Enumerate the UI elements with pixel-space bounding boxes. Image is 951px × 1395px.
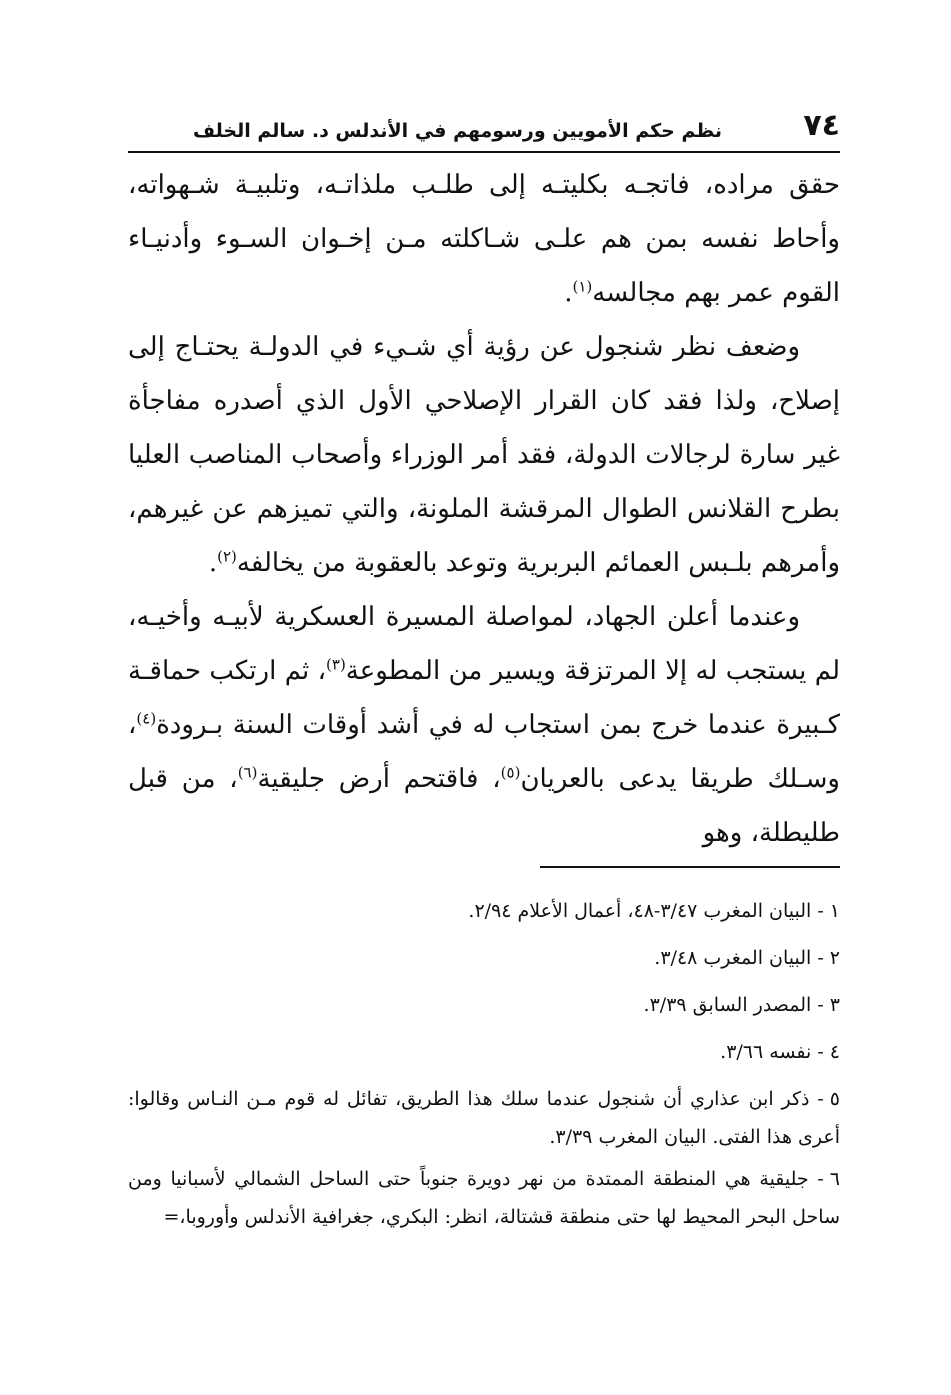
page-number: ٧٤ bbox=[803, 108, 840, 143]
footnote-ref-4: (٤) bbox=[136, 709, 157, 728]
footnote-ref-2: (٢) bbox=[217, 547, 237, 566]
paragraph-1-end: . bbox=[564, 278, 573, 308]
header-divider bbox=[128, 151, 840, 153]
footnote-number: ٣ bbox=[829, 994, 840, 1016]
footnote-text: - البيان المغرب ٣/٤٧-٤٨، أعمال الأعلام ٢/٩٤. bbox=[468, 900, 824, 922]
footnote-ref-6: (٦) bbox=[237, 763, 258, 782]
footnote-number: ٦ bbox=[829, 1168, 841, 1190]
footnote-divider bbox=[540, 866, 840, 868]
footnote-text: - نفسه ٣/٦٦. bbox=[720, 1041, 824, 1063]
paragraph-1 bbox=[128, 158, 840, 320]
footnote-6 bbox=[128, 1160, 840, 1236]
paragraph-3-part-4: ، فاقتحم أرض جليقية bbox=[257, 764, 501, 794]
footnote-text: - جليقية هي المنطقة الممتدة من نهر دويرة جنوباً حتى الساحل الشمالي لأسبانيا ومن ساحل البحر المحيط لها حتى منطقة قشتالة، انظر: البكري، جغرافية الأندلس وأوروبا،= bbox=[128, 1168, 840, 1228]
paragraph-3 bbox=[128, 590, 840, 860]
footnote-ref-3: (٣) bbox=[326, 655, 346, 674]
footnote-4 bbox=[128, 1029, 840, 1076]
page-header bbox=[128, 106, 840, 152]
paragraph-3-part-3: ، وسـلك طريقا يدعى بالعريان bbox=[128, 710, 840, 794]
paragraph-2 bbox=[128, 320, 840, 590]
paragraph-1-text: حقق مراده، فاتجـه بكليتـه إلى طلـب ملذاتـه، وتلبيـة شـهواته، وأحاط نفسه بمن هم علـى شـاكلته مـن إخـوان السـوء وأدنيـاء القوم عمر بهم مجالسه bbox=[128, 170, 840, 308]
footnote-number: ٤ bbox=[829, 1041, 840, 1063]
footnote-ref-5: (٥) bbox=[500, 763, 521, 782]
footnote-1 bbox=[128, 888, 840, 935]
paragraph-3-part-5: ، من قبل طليطلة، وهو bbox=[128, 764, 840, 848]
footnote-text: - ذكر ابن عذاري أن شنجول عندما سلك هذا الطريق، تفائل له قوم مـن النـاس وقالوا: أعرى هذا الفتى. البيان المغرب ٣/٣٩. bbox=[128, 1088, 840, 1148]
footnote-2 bbox=[128, 935, 840, 982]
paragraph-2-text: وضعف نظر شنجول عن رؤية أي شـيء في الدولـة يحتـاج إلى إصلاح، ولذا فقد كان القرار الإصلاحي الأول الذي أصدره مفاجأة غير سارة لرجالات الدولة، فقد أمر الوزراء وأصحاب المناصب العليا بطرح القلانس الطوال المرقشة الملونة، والتي تميزهم عن غيرهم، وأمرهم بلـبس العمائم البربرية وتوعد بالعقوبة من يخالفه bbox=[128, 332, 840, 578]
footnote-number: ١ bbox=[829, 900, 840, 922]
footnote-3 bbox=[128, 982, 840, 1029]
main-text bbox=[128, 158, 840, 860]
footnote-number: ٥ bbox=[829, 1088, 840, 1110]
paragraph-3-part-2: ، ثم ارتكب حماقـة كـبيرة عندما خرج بمن استجاب له في أشد أوقات السنة بـرودة bbox=[128, 656, 840, 740]
footnotes bbox=[128, 888, 840, 1236]
footnote-number: ٢ bbox=[829, 947, 840, 969]
footnote-5 bbox=[128, 1080, 840, 1156]
paragraph-3-part-1: وعندما أعلن الجهاد، لمواصلة المسيرة العسكرية لأبيـه وأخيـه، لم يستجب له إلا المرتزقة ويسير من المطوعة bbox=[128, 602, 841, 686]
footnote-text: - البيان المغرب ٣/٤٨. bbox=[654, 947, 824, 969]
footnote-text: - المصدر السابق ٣/٣٩. bbox=[643, 994, 824, 1016]
paragraph-2-end: . bbox=[208, 548, 218, 578]
running-title: نظم حكم الأمويين ورسومهم في الأندلس د. سالم الخلف bbox=[193, 120, 722, 142]
footnote-ref-1: (١) bbox=[572, 277, 593, 296]
